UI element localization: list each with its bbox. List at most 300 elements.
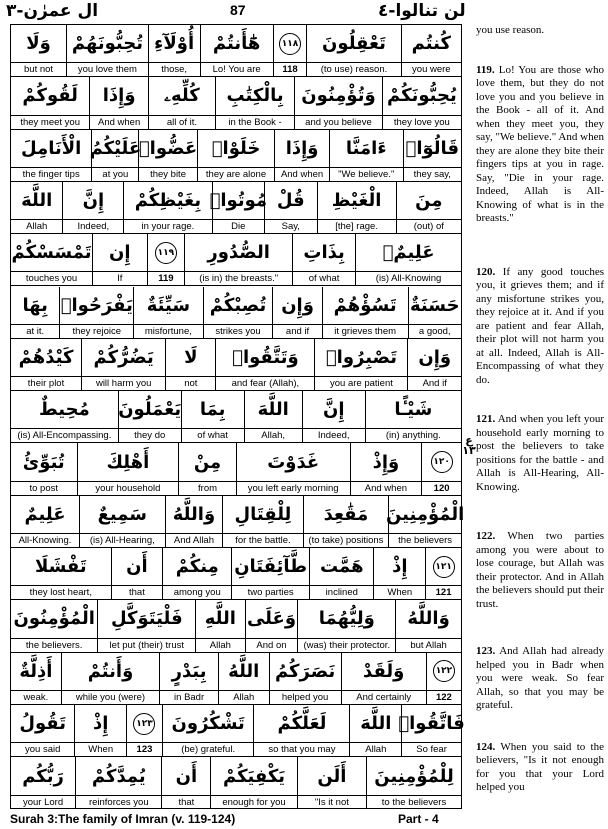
- english-gloss: they lost heart,: [11, 585, 111, 599]
- arabic-word: عَلِيمٌ: [24, 503, 66, 525]
- english-gloss: And when: [275, 167, 329, 181]
- page-number: 87: [230, 2, 246, 18]
- verse-line: [11, 391, 461, 443]
- verse-end-marker: ١٢٣: [133, 713, 155, 735]
- english-gloss: Allah: [350, 742, 401, 756]
- word-cell: [11, 182, 62, 233]
- arabic-word: وَإِن: [281, 294, 314, 316]
- arabic-word: عَلِيمٌۢ: [382, 242, 435, 264]
- verse-line: [11, 25, 461, 77]
- arabic-word: بِبَدْرٍ: [171, 660, 207, 682]
- english-gloss: to post: [11, 481, 77, 495]
- arabic-word: أَذِلَّةٌ: [19, 660, 53, 682]
- word-cell: [11, 391, 118, 442]
- verse-number-cell: [421, 443, 461, 494]
- english-gloss: touches you: [11, 271, 92, 285]
- arabic-word: وَلِيُّهُمَا: [318, 608, 375, 630]
- english-gloss: enough for you: [211, 795, 296, 809]
- word-cell: [292, 234, 355, 285]
- english-gloss: the believers: [389, 533, 461, 547]
- word-cell: [74, 705, 126, 756]
- verse-marker-box: [427, 653, 461, 690]
- translation-paragraph: [476, 413, 604, 494]
- word-cell: [138, 130, 196, 181]
- arabic-word: رَبُّكُم: [22, 765, 64, 787]
- translation-paragraph: [476, 266, 604, 388]
- english-gloss: they meet you: [11, 115, 89, 129]
- english-gloss: but not: [11, 62, 66, 76]
- arabic-word: اللَّهَ: [257, 399, 289, 421]
- arabic-word: بِغَيْظِكُمْ: [134, 190, 202, 212]
- arabic-word: مِنكُمْ: [175, 556, 219, 578]
- word-cell: [118, 391, 181, 442]
- english-gloss: And when: [90, 115, 148, 129]
- verse-line: [11, 600, 461, 652]
- word-cell: [11, 548, 111, 599]
- english-gloss: for the battle.: [223, 533, 302, 547]
- english-gloss: so that you may: [254, 742, 349, 756]
- arabic-word: فَلْيَتَوَكَّلِ: [110, 608, 183, 630]
- english-gloss: and if: [273, 324, 321, 338]
- word-cell: [317, 182, 396, 233]
- english-gloss: you left early morning: [237, 481, 350, 495]
- arabic-word: كُلِّهِۦ: [164, 85, 200, 107]
- arabic-word: بِذَاتِ: [303, 242, 345, 264]
- arabic-word: كَيْدُهُمْ: [18, 346, 74, 368]
- english-gloss: you love them: [67, 62, 148, 76]
- arabic-word: مُوتُوا۟: [209, 190, 268, 212]
- word-cell: [303, 496, 389, 547]
- english-gloss: at you: [92, 167, 138, 181]
- english-gloss: helped you: [270, 690, 341, 704]
- english-gloss: misfortune,: [134, 324, 203, 338]
- verse-line: [11, 130, 461, 182]
- english-gloss: from: [179, 481, 235, 495]
- verse-line: [11, 548, 461, 600]
- translation-verse-number: 120.: [476, 265, 496, 278]
- arabic-word: سَمِيعٌ: [97, 503, 148, 525]
- english-gloss: And if: [408, 376, 461, 390]
- arabic-word: وَأَنتُمْ: [87, 660, 134, 682]
- arabic-word: أُوْلَآءِ: [154, 33, 195, 55]
- verse-marker-box: [127, 705, 162, 742]
- arabic-word: يُمِدَّكُمْ: [91, 765, 146, 787]
- arabic-word: يَكْفِيَكُمْ: [222, 765, 286, 787]
- english-gloss: they rejoice: [60, 324, 133, 338]
- arabic-word: أَهْلِكَ: [106, 451, 150, 473]
- english-gloss: they say,: [404, 167, 461, 181]
- english-gloss: inclined: [310, 585, 373, 599]
- english-gloss: but Allah: [396, 638, 461, 652]
- word-cell: [210, 757, 296, 809]
- arabic-word: وَاللَّهُ: [407, 608, 450, 630]
- english-gloss: (is) All-Knowing: [356, 271, 461, 285]
- english-gloss: the finger tips: [11, 167, 91, 181]
- word-cell: [329, 130, 403, 181]
- word-cell: [355, 234, 461, 285]
- arabic-word: اللَّهِ: [204, 608, 236, 630]
- arabic-word: وَتَتَّقُوا۟: [232, 346, 299, 368]
- arabic-word: هَمَّت: [319, 556, 364, 578]
- english-gloss: among you: [163, 585, 231, 599]
- english-gloss: (in) anything.: [366, 428, 461, 442]
- word-cell: [401, 25, 461, 76]
- english-gloss: those,: [149, 62, 200, 76]
- verse-marker-box: [422, 443, 461, 480]
- english-gloss: (is) All-Hearing,: [80, 533, 165, 547]
- english-gloss: Die: [213, 219, 264, 233]
- english-gloss: (be) grateful.: [163, 742, 254, 756]
- english-gloss: in your rage.: [124, 219, 211, 233]
- word-cell: [123, 182, 211, 233]
- arabic-word: مِنَ: [415, 190, 443, 212]
- word-cell: [350, 443, 422, 494]
- english-gloss: you were: [402, 62, 461, 76]
- word-cell: [200, 25, 273, 76]
- word-cell: [62, 182, 123, 233]
- word-by-word-grid: [10, 24, 465, 809]
- word-cell: [297, 757, 366, 809]
- verse-number: 121: [426, 585, 461, 599]
- verse-end-marker: ١١٨: [279, 33, 301, 55]
- word-cell: [231, 548, 309, 599]
- verse-number: 122: [427, 690, 461, 704]
- arabic-word: فَاتَّقُوا۟: [398, 713, 465, 735]
- english-gloss: strikes you: [204, 324, 273, 338]
- word-cell: [11, 653, 61, 704]
- arabic-word: الْمُؤْمِنُونَ: [13, 608, 95, 630]
- english-gloss: your Lord: [11, 795, 75, 809]
- arabic-word: ءَامَنَّا: [345, 137, 387, 159]
- arabic-word: تَقُولُ: [19, 713, 67, 735]
- word-cell: [197, 130, 275, 181]
- word-cell: [11, 705, 74, 756]
- arabic-word: شَيْـًٔا: [394, 399, 433, 421]
- english-gloss: let put (their) trust: [98, 638, 195, 652]
- english-gloss: reinforces you: [76, 795, 161, 809]
- verse-line: [11, 443, 461, 495]
- english-gloss: Say,: [265, 219, 316, 233]
- arabic-word: تَفْشَلَا: [34, 556, 87, 578]
- arabic-word: تَشْكُرُونَ: [171, 713, 245, 735]
- translation-paragraph: [476, 645, 604, 713]
- english-gloss: you said: [11, 742, 74, 756]
- arabic-word: يُحِبُّونَكُمْ: [387, 85, 457, 107]
- word-cell: [66, 25, 148, 76]
- word-cell: [294, 77, 382, 128]
- verse-line: [11, 287, 461, 339]
- footer-surah-caption: Surah 3:The family of Imran (v. 119-124): [10, 812, 236, 826]
- arabic-word: بِمَا: [199, 399, 226, 421]
- verse-marker-box: [148, 234, 185, 271]
- verse-number-cell: [273, 25, 307, 76]
- arabic-word: اللَّهَ: [360, 713, 392, 735]
- page-footer: [0, 809, 608, 829]
- verse-number-cell: [426, 653, 461, 704]
- english-gloss: while you (were): [62, 690, 160, 704]
- arabic-word: الْأَنَامِلَ: [21, 137, 82, 159]
- arabic-word: هَٰٓأَنتُمْ: [212, 33, 261, 55]
- arabic-word: إِن: [109, 242, 131, 264]
- word-cell: [253, 705, 349, 756]
- english-gloss: Allah: [11, 219, 62, 233]
- english-gloss: that: [162, 795, 210, 809]
- english-gloss: that: [112, 585, 163, 599]
- word-cell: [245, 600, 298, 651]
- arabic-word: أَن: [126, 556, 148, 578]
- word-cell: [195, 600, 244, 651]
- verse-marker-box: [426, 548, 461, 585]
- verse-end-marker: ١٢٠: [431, 451, 453, 473]
- word-cell: [398, 705, 465, 756]
- arabic-word: مُحِيطٌ: [38, 399, 90, 421]
- arabic-word: الْغَيْظِ: [331, 190, 382, 212]
- english-gloss: If: [93, 271, 146, 285]
- arabic-word: تَصْبِرُوا۟: [325, 346, 398, 368]
- verse-number: 123: [127, 742, 162, 756]
- word-cell: [366, 757, 461, 809]
- verse-line: [11, 77, 461, 129]
- english-gloss: it grieves them: [323, 324, 408, 338]
- english-gloss: (to use) reason.: [307, 62, 400, 76]
- word-cell: [148, 25, 200, 76]
- word-cell: [92, 234, 146, 285]
- word-cell: [11, 234, 92, 285]
- word-cell: [396, 182, 461, 233]
- arabic-word: وَعَلَى: [246, 608, 297, 630]
- word-cell: [11, 600, 97, 651]
- english-gloss: to the believers: [367, 795, 461, 809]
- verse-marker-box: [274, 25, 307, 62]
- english-gloss: Allah: [196, 638, 244, 652]
- arabic-word: سَيِّئَةٌ: [146, 294, 191, 316]
- word-cell: [162, 705, 254, 756]
- word-cell: [97, 600, 195, 651]
- arabic-word: كُنتُم: [411, 33, 451, 55]
- word-cell: [11, 339, 81, 390]
- translation-text: Lo! You are those who love them, but they do not love you and you believe in the Book - all of it. And when they meet you, they say, "We believe." And when they are alone they bite their fingers tips at you in rage. Say, "Die in your rage. Indeed, Allah is All-Knowing of what is in the breasts.": [476, 63, 604, 224]
- translation-verse-number: 122.: [476, 530, 496, 542]
- verse-line: [11, 182, 461, 234]
- english-gloss: [the] rage.: [318, 219, 396, 233]
- english-gloss: "We believe.": [330, 167, 403, 181]
- translation-text: When two parties among you were about to lose courage, but Allah was their protector. And in Allah the believers should put their trust.: [476, 530, 604, 610]
- english-gloss: all of it.: [149, 115, 215, 129]
- english-gloss: So fear: [402, 742, 461, 756]
- word-cell: [11, 287, 59, 338]
- translation-text: you use reason.: [476, 24, 545, 36]
- arabic-word: قُلْ: [276, 190, 305, 212]
- word-cell: [222, 496, 302, 547]
- page-header: [0, 0, 608, 24]
- arabic-word: خَلَوْا۟: [211, 137, 261, 159]
- english-gloss: and fear (Allah),: [216, 376, 314, 390]
- footer-part-label: Part - 4: [398, 812, 439, 826]
- word-cell: [215, 339, 314, 390]
- english-gloss: (to take) positions: [304, 533, 389, 547]
- word-cell: [365, 391, 461, 442]
- word-cell: [11, 757, 75, 809]
- word-cell: [11, 130, 91, 181]
- translation-paragraph: [476, 741, 604, 795]
- arabic-word: بِالْكِتَٰبِ: [226, 85, 284, 107]
- word-cell: [272, 287, 321, 338]
- arabic-word: وَإِذَا: [285, 137, 319, 159]
- arabic-word: إِذْ: [392, 556, 408, 578]
- word-cell: [161, 757, 210, 809]
- arabic-word: غَدَوْتَ: [267, 451, 320, 473]
- english-gloss: "Is it not: [298, 795, 366, 809]
- word-cell: [236, 443, 350, 494]
- word-cell: [165, 339, 215, 390]
- translation-paragraph: [476, 530, 604, 611]
- verse-end-marker: ١٢١: [433, 556, 455, 578]
- arabic-word: يَفْرَحُوا۟: [60, 294, 133, 316]
- arabic-word: لِلْقِتَالِ: [234, 503, 292, 525]
- english-gloss: in Badr: [160, 690, 218, 704]
- verse-number: 119: [148, 271, 185, 285]
- english-gloss: (out) of: [397, 219, 461, 233]
- english-gloss: And certainly: [342, 690, 426, 704]
- arabic-word: لَقُوكُمْ: [22, 85, 78, 107]
- ruku-marker: ع ١٣: [462, 434, 476, 457]
- english-gloss: Allah,: [245, 428, 302, 442]
- verse-line: [11, 339, 461, 391]
- word-cell: [79, 496, 165, 547]
- word-cell: [89, 130, 142, 181]
- translation-text: And Allah had already helped you in Badr when you were weak. So fear Allah, so that you may be grateful.: [476, 645, 604, 711]
- word-cell: [111, 548, 163, 599]
- verse-line: [11, 653, 461, 705]
- english-gloss: and you believe: [295, 115, 382, 129]
- arabic-word: وَإِن: [418, 346, 452, 368]
- word-cell: [382, 77, 461, 128]
- word-cell: [133, 287, 203, 338]
- arabic-word: اللَّهَ: [21, 190, 53, 212]
- word-cell: [322, 287, 408, 338]
- english-gloss: they bite: [139, 167, 196, 181]
- word-cell: [89, 77, 148, 128]
- english-gloss: And Allah: [166, 533, 223, 547]
- english-gloss: their plot: [11, 376, 81, 390]
- arabic-word: إِنَّ: [322, 399, 345, 421]
- word-cell: [302, 391, 365, 442]
- english-gloss: When: [374, 585, 425, 599]
- word-cell: [218, 653, 269, 704]
- arabic-word: يَضُرُّكُمْ: [93, 346, 154, 368]
- english-gloss: weak.: [11, 690, 61, 704]
- translation-text: When you said to the believers, "Is it not enough for you that your Lord helped you: [476, 740, 604, 793]
- english-gloss: they are alone: [198, 167, 275, 181]
- arabic-word: الصُّدُورِ: [207, 242, 270, 264]
- english-gloss: will harm you: [82, 376, 165, 390]
- word-cell: [403, 130, 461, 181]
- english-gloss: of what: [293, 271, 355, 285]
- word-cell: [274, 130, 329, 181]
- english-gloss: of what: [182, 428, 244, 442]
- english-gloss: they love you: [383, 115, 461, 129]
- english-gloss: (is) All-Encompassing.: [11, 428, 118, 442]
- word-cell: [59, 287, 133, 338]
- english-gloss: they do: [119, 428, 181, 442]
- arabic-word: اللَّهُ: [228, 660, 260, 682]
- verse-end-marker: ١٢٢: [433, 660, 455, 682]
- arabic-word: مَقَٰعِدَ: [323, 503, 369, 525]
- arabic-word: عَلَيْكُمُ: [89, 137, 142, 159]
- arabic-word: عَضُّوا۟: [138, 137, 198, 159]
- word-cell: [349, 705, 401, 756]
- english-gloss: (is in) the breasts.": [185, 271, 292, 285]
- verse-number: 120: [422, 481, 461, 495]
- english-gloss: (was) their protector.: [298, 638, 395, 652]
- english-gloss: a good,: [409, 324, 461, 338]
- arabic-word: حَسَنَةٌ: [409, 294, 460, 316]
- word-cell: [269, 653, 341, 704]
- word-cell: [11, 77, 89, 128]
- verse-number: 118: [274, 62, 307, 76]
- translation-verse-number: 119.: [476, 63, 495, 76]
- arabic-word: بِهَا: [22, 294, 48, 316]
- arabic-word: وَإِذَا: [102, 85, 136, 107]
- translation-column: [476, 24, 604, 809]
- word-cell: [11, 443, 77, 494]
- arabic-word: وَلَا: [26, 33, 51, 55]
- arabic-word: إِذْ: [93, 713, 109, 735]
- english-gloss: When: [75, 742, 126, 756]
- arabic-word: وَتُؤْمِنُونَ: [301, 85, 376, 107]
- arabic-word: لَا: [184, 346, 198, 368]
- english-gloss: All-Knowing.: [11, 533, 79, 547]
- verse-number-cell: [147, 234, 185, 285]
- arabic-word: أَن: [175, 765, 198, 787]
- word-cell: [408, 287, 461, 338]
- word-cell: [165, 496, 223, 547]
- translation-verse-number: 123.: [476, 645, 496, 657]
- word-cell: [148, 77, 215, 128]
- word-cell: [77, 443, 179, 494]
- arabic-word: طَّآئِفَتَانِ: [234, 556, 308, 578]
- word-cell: [61, 653, 160, 704]
- word-cell: [395, 600, 461, 651]
- word-cell: [178, 443, 235, 494]
- english-gloss: not: [166, 376, 215, 390]
- word-cell: [385, 496, 465, 547]
- word-cell: [306, 25, 400, 76]
- english-gloss: two parties: [232, 585, 309, 599]
- word-cell: [297, 600, 395, 651]
- word-cell: [81, 339, 165, 390]
- verse-end-marker: ١١٩: [155, 242, 177, 264]
- word-cell: [244, 391, 302, 442]
- surah-name-heading: ال عمرٰن-۳: [6, 1, 99, 21]
- word-cell: [314, 339, 407, 390]
- juz-name-heading: لن تنالوا-٤: [378, 1, 466, 21]
- arabic-word: مِنْ: [193, 451, 222, 473]
- arabic-word: تُحِبُّونَهُمْ: [71, 33, 143, 55]
- arabic-word: وَاللَّهُ: [172, 503, 216, 525]
- translation-verse-number: 124.: [476, 740, 496, 753]
- word-cell: [11, 25, 66, 76]
- translation-text: And when you left your household early morning to post the believers to take positions for the battle - and Allah is All-Hearing, All-Knowing.: [476, 413, 604, 493]
- english-gloss: And when: [351, 481, 422, 495]
- english-gloss: Allah: [219, 690, 269, 704]
- word-cell: [203, 287, 273, 338]
- translation-verse-number: 121.: [476, 413, 496, 425]
- arabic-word: إِنَّ: [82, 190, 105, 212]
- word-cell: [181, 391, 244, 442]
- english-gloss: And on: [246, 638, 298, 652]
- english-gloss: Indeed,: [303, 428, 365, 442]
